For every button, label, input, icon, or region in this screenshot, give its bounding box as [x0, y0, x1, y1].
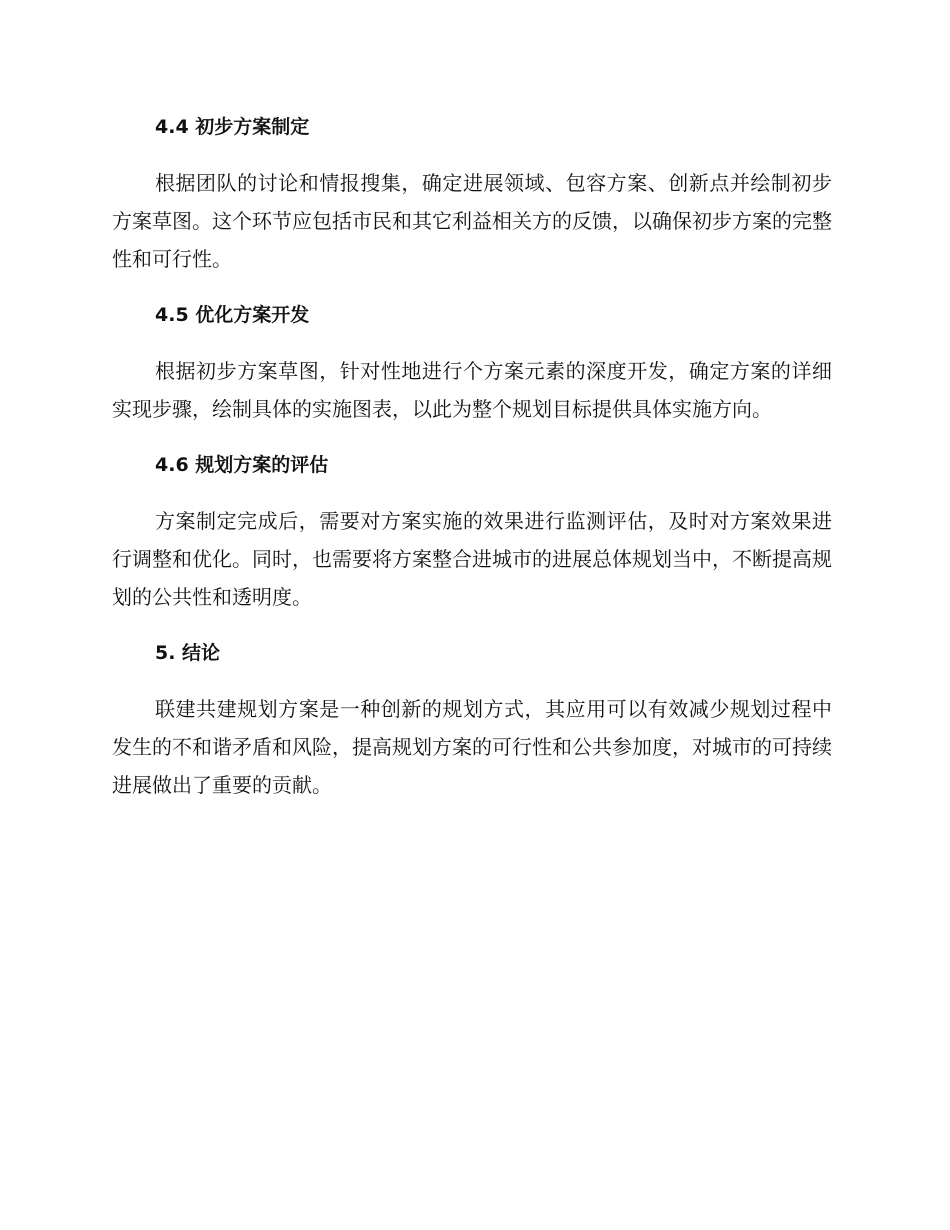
section-4-5	[112, 298, 832, 428]
section-heading: 5. 结论	[155, 642, 221, 664]
section-4-6	[112, 448, 832, 616]
section-paragraph: 方案制定完成后，需要对方案实施的效果进行监测评估，及时对方案效果进行调整和优化。同时，也需要将方案整合进城市的进展总体规划当中，不断提高规划的公共性和透明度。	[112, 509, 832, 609]
section-4-4	[112, 110, 832, 278]
section-heading: 4.6 规划方案的评估	[155, 454, 329, 476]
section-heading: 4.4 初步方案制定	[155, 116, 310, 138]
section-5-conclusion	[112, 636, 832, 804]
section-paragraph: 根据初步方案草图，针对性地进行个方案元素的深度开发，确定方案的详细实现步骤，绘制具体的实施图表，以此为整个规划目标提供具体实施方向。	[112, 359, 832, 421]
section-paragraph: 根据团队的讨论和情报搜集，确定进展领域、包容方案、创新点并绘制初步方案草图。这个环节应包括市民和其它利益相关方的反馈，以确保初步方案的完整性和可行性。	[112, 171, 832, 271]
section-paragraph: 联建共建规划方案是一种创新的规划方式，其应用可以有效减少规划过程中发生的不和谐矛盾和风险，提高规划方案的可行性和公共参加度，对城市的可持续进展做出了重要的贡献。	[112, 697, 832, 797]
section-heading: 4.5 优化方案开发	[155, 304, 310, 326]
